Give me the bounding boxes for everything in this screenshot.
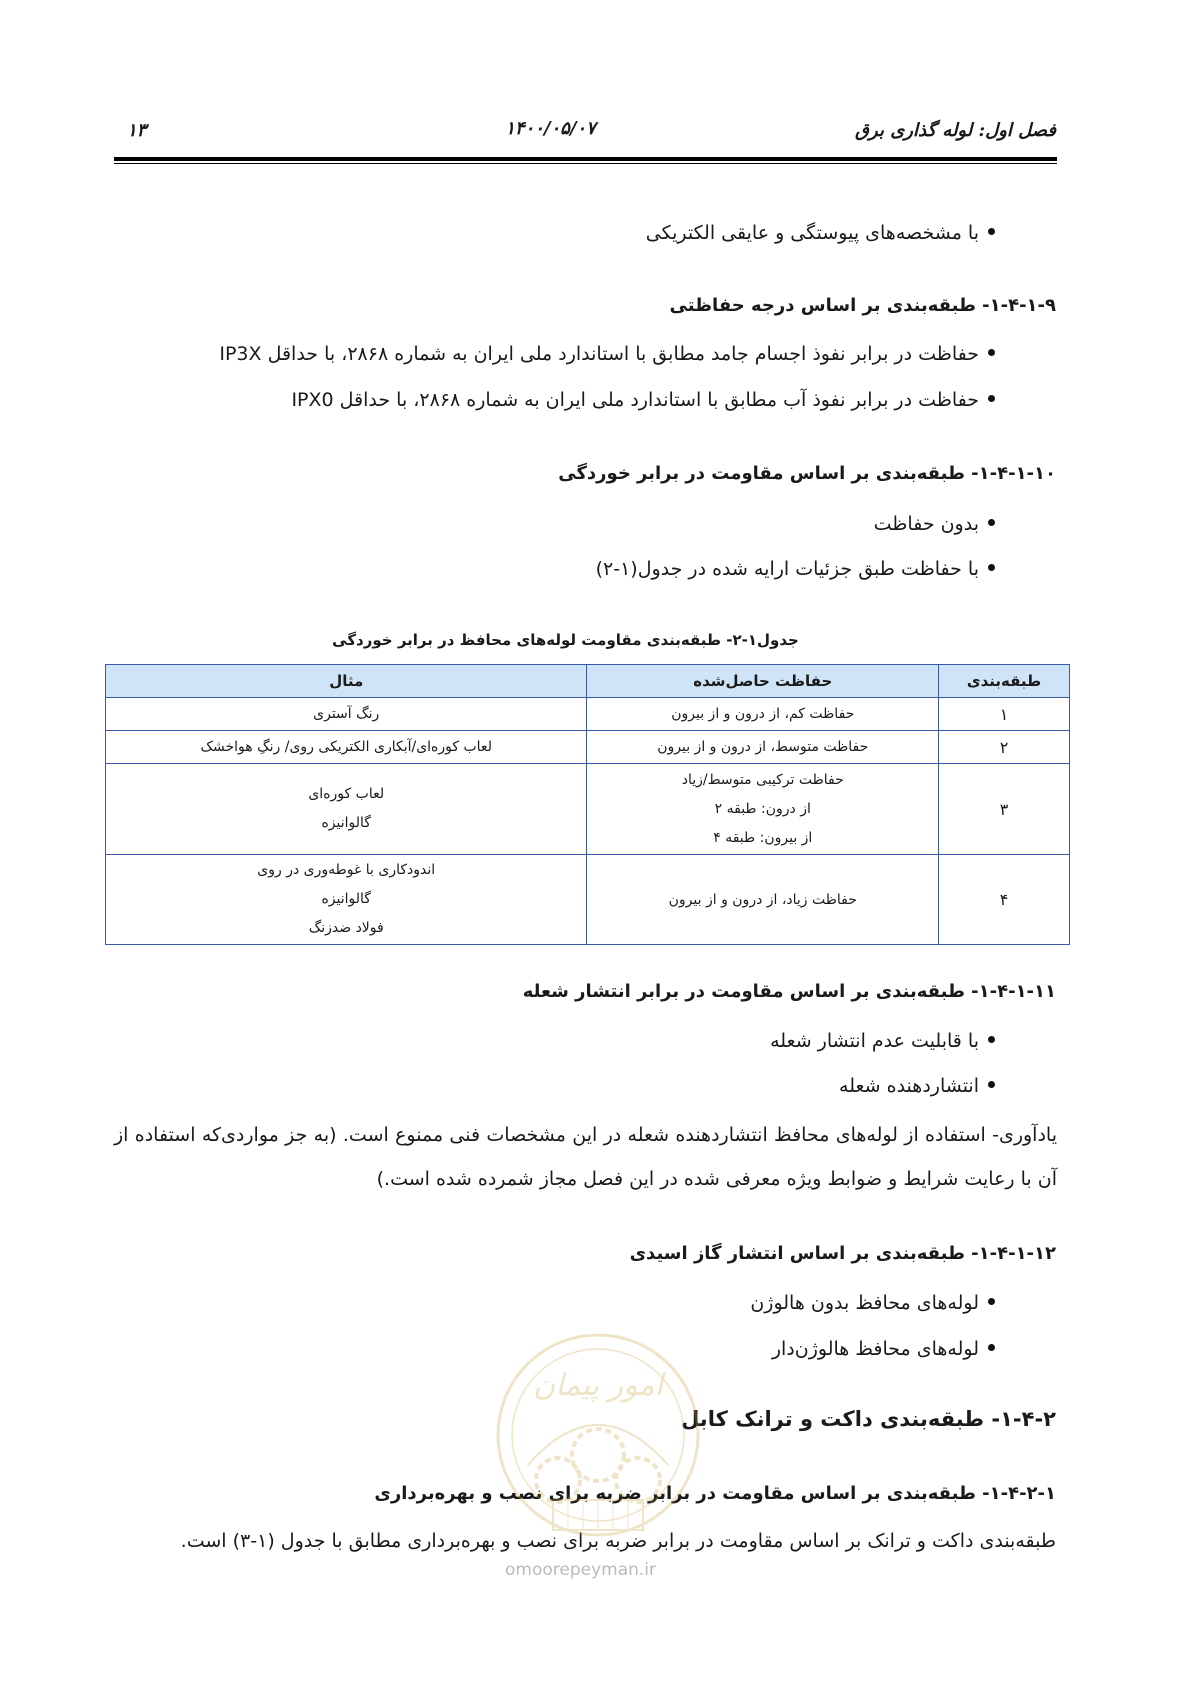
section-12-heading: ۱-۴-۱-۱۲- طبقه‌بندی بر اساس انتشار گاز اسیدی — [629, 1243, 1056, 1264]
section-12-bullet: لوله‌های محافظ هالوژن‌دار — [772, 1338, 995, 1360]
page-number: ۱۳ — [127, 120, 147, 141]
svg-text:امور پیمان: امور پیمان — [533, 1368, 663, 1403]
table-row — [106, 698, 1070, 731]
header-rule-thick — [114, 157, 1057, 161]
table-header-cell: مثال — [106, 665, 587, 698]
protection-cell: حفاظت زیاد، از درون و از بیرون — [587, 855, 939, 945]
bullet-dot-icon — [988, 349, 995, 356]
bullet-dot-icon — [988, 564, 995, 571]
example-cell: لعاب کوره‌ای/آبکاری الکتریکی روی/ رنگِ هواخشک — [106, 731, 587, 764]
watermark-logo-icon — [488, 1325, 708, 1555]
table-header-row — [106, 665, 1070, 698]
section-11-note: یادآوری- استفاده از لوله‌های محافظ انتشاردهنده شعله در این مشخصات فنی ممنوع است. (به جز مواردی‌که استفاده از آن با رعایت شرایط و ضوابط ویژه معرفی شده در این فصل مجاز شمرده شده است.) — [114, 1124, 1057, 1190]
example-cell: اندودکاری با غوطه‌وری در روی گالوانیزه فولاد ضدزنگ — [106, 855, 587, 945]
class-cell: ۲ — [939, 731, 1070, 764]
section-10-heading: ۱-۴-۱-۱۰- طبقه‌بندی بر اساس مقاومت در برابر خوردگی — [558, 463, 1056, 484]
section-9-bullet: حفاظت در برابر نفوذ اجسام جامد مطابق با استاندارد ملی ایران به شماره ۲۸۶۸، با حداقل IP3X — [219, 343, 995, 365]
section-12-bullet: لوله‌های محافظ بدون هالوژن — [750, 1292, 995, 1314]
bullet-dot-icon — [988, 1344, 995, 1351]
section-11-bullet: انتشاردهنده شعله — [839, 1075, 995, 1097]
header-date: ۱۴۰۰/۰۵/۰۷ — [505, 118, 596, 139]
example-cell: رنگ آستری — [106, 698, 587, 731]
section-10-bullet: با حفاظت طبق جزئیات ارایه شده در جدول(۱-۲) — [596, 558, 995, 580]
table-row — [106, 764, 1070, 855]
section-2-1-heading: ۱-۴-۲-۱- طبقه‌بندی بر اساس مقاومت در برابر ضربه برای نصب و بهره‌برداری — [374, 1483, 1056, 1504]
section-11-heading: ۱-۴-۱-۱۱- طبقه‌بندی بر اساس مقاومت در برابر انتشار شعله — [522, 981, 1056, 1002]
bullet-dot-icon — [988, 228, 995, 235]
class-cell: ۱ — [939, 698, 1070, 731]
table-header-cell: طبقه‌بندی — [939, 665, 1070, 698]
section-10-bullet: بدون حفاظت — [874, 513, 995, 535]
table-caption-wrap — [0, 631, 1191, 649]
protection-cell: حفاظت ترکیبی متوسط/زیاد از درون: طبقه ۲ از بیرون: طبقه ۴ — [587, 764, 939, 855]
section-2-heading: ۱-۴-۲- طبقه‌بندی داکت و ترانک کابل — [681, 1407, 1056, 1431]
section-2-1-text: طبقه‌بندی داکت و ترانک بر اساس مقاومت در برابر ضربه برای نصب و بهره‌برداری مطابق با جدول (۱-۳) است. — [180, 1530, 1056, 1552]
table-caption: جدول۱-۲- طبقه‌بندی مقاومت لوله‌های محافظ در برابر خوردگی — [332, 631, 799, 649]
bullet-dot-icon — [988, 1036, 995, 1043]
bullet-dot-icon — [988, 395, 995, 402]
table-row — [106, 731, 1070, 764]
bullet-dot-icon — [988, 519, 995, 526]
table-row — [106, 855, 1070, 945]
section-11-bullet: با قابلیت عدم انتشار شعله — [770, 1030, 995, 1052]
example-cell: لعاب کوره‌ای گالوانیزه — [106, 764, 587, 855]
protection-cell: حفاظت متوسط، از درون و از بیرون — [587, 731, 939, 764]
classification-table — [105, 664, 1070, 945]
class-cell: ۴ — [939, 855, 1070, 945]
bullet-dot-icon — [988, 1298, 995, 1305]
class-cell: ۳ — [939, 764, 1070, 855]
watermark-text: omoorepeyman.ir — [505, 1560, 657, 1580]
chapter-title: فصل اول: لوله گذاری برق — [855, 120, 1056, 141]
section-9-bullet: حفاظت در برابر نفوذ آب مطابق با استاندارد ملی ایران به شماره ۲۸۶۸، با حداقل IPX0 — [291, 389, 995, 411]
header-date-wrap — [0, 118, 1191, 139]
section-9-heading: ۱-۴-۱-۹- طبقه‌بندی بر اساس درجه حفاظتی — [669, 295, 1056, 316]
bullet-dot-icon — [988, 1081, 995, 1088]
intro-bullet: با مشخصه‌های پیوستگی و عایقی الکتریکی — [646, 222, 995, 244]
header-rule-thin — [114, 163, 1057, 164]
protection-cell: حفاظت کم، از درون و از بیرون — [587, 698, 939, 731]
table-header-cell: حفاظت حاصل‌شده — [587, 665, 939, 698]
